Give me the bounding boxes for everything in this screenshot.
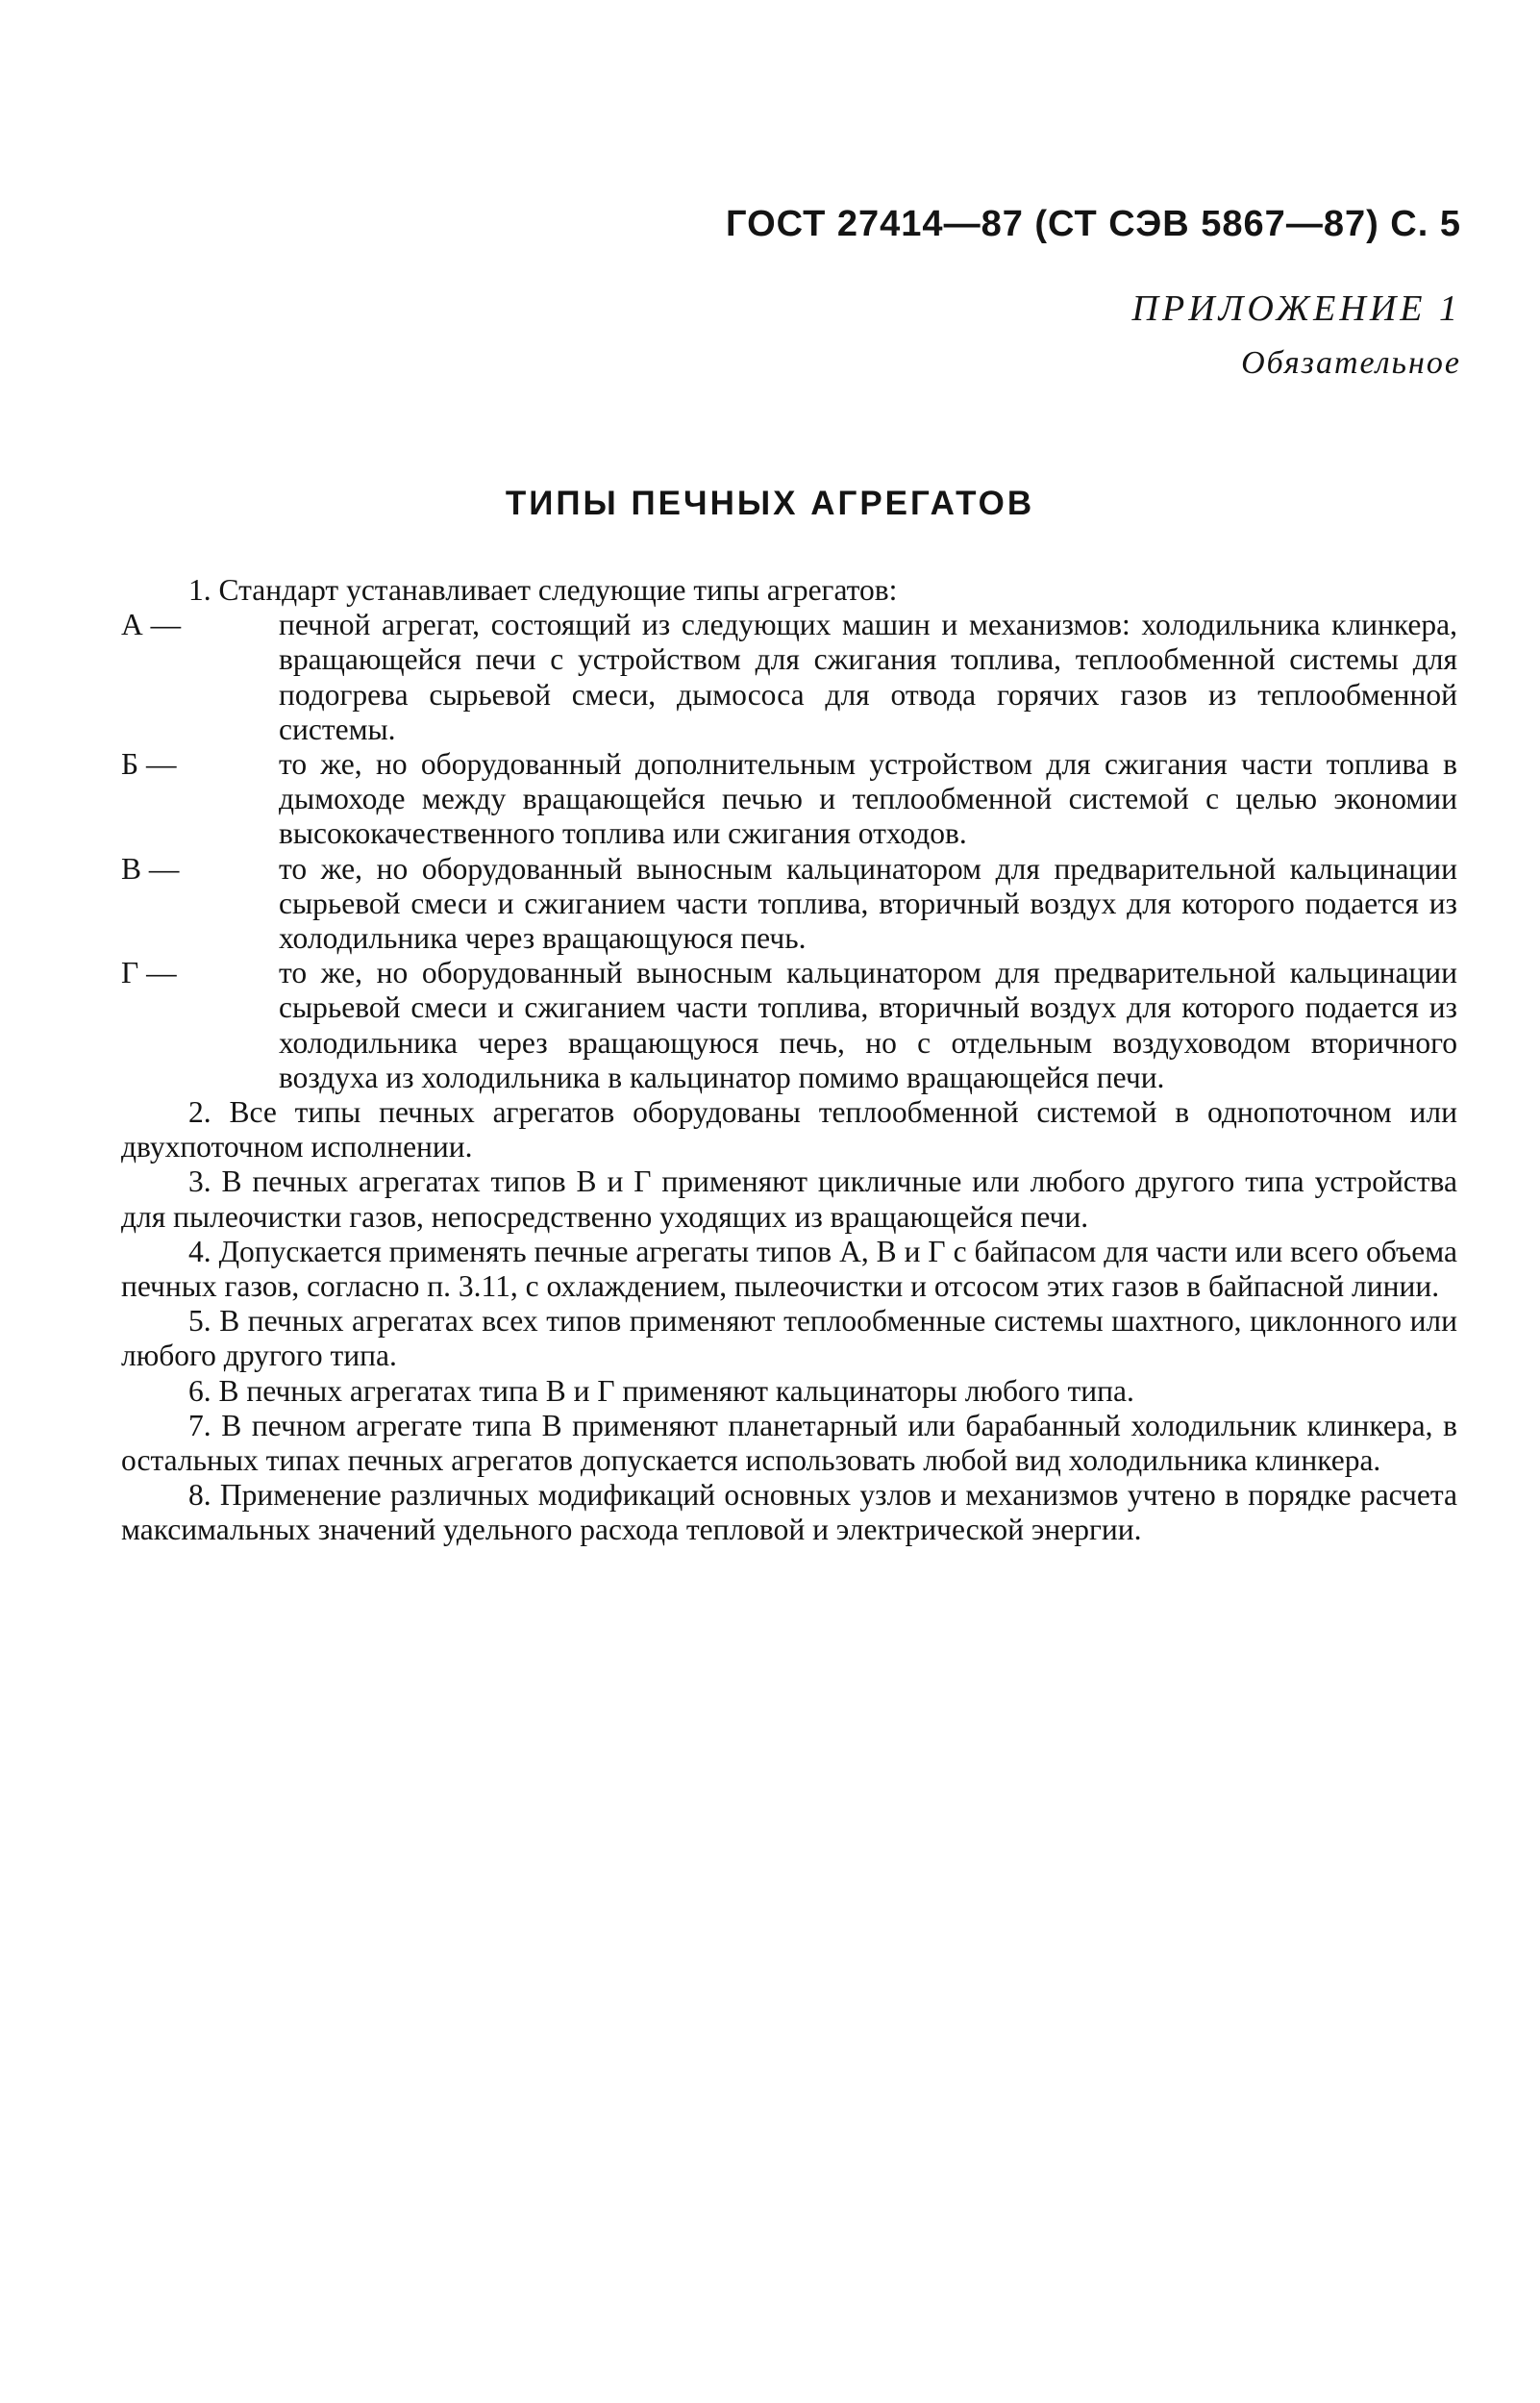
- paragraph-3: 3. В печных агрегатах типов В и Г применяют цикличные или любого другого типа устройства для пылеочистки газов, непосредственно уходящих из вращающейся печи.: [121, 1164, 1457, 1234]
- paragraph-7: 7. В печном агрегате типа В применяют планетарный или барабанный холодильник клинкера, в остальных типах печных агрегатов допускается использовать любой вид холодильника клинкера.: [121, 1408, 1457, 1478]
- type-description: то же, но оборудованный дополнительным устройством для сжигания части топлива в дымоходе между вращающейся печью и теплообменной системой с целью экономии высококачественного топлива или сжигания отходов.: [279, 747, 1457, 851]
- paragraph-2: 2. Все типы печных агрегатов оборудованы теплообменной системой в однопоточном или двухпоточном исполнении.: [121, 1095, 1457, 1164]
- paragraph-5: 5. В печных агрегатах всех типов применяют теплообменные системы шахтного, циклонного или любого другого типа.: [121, 1304, 1457, 1373]
- type-letter: В —: [121, 851, 180, 886]
- appendix-title: ПРИЛОЖЕНИЕ 1: [1131, 288, 1461, 329]
- paragraph-6: 6. В печных агрегатах типа В и Г применяют кальцинаторы любого типа.: [188, 1373, 1134, 1408]
- type-item-a: [121, 608, 1457, 747]
- type-description: то же, но оборудованный выносным кальцинатором для предварительной кальцинации сырьевой смеси и сжиганием части топлива, вторичный воздух для которого подается из холодильника через вращающуюся печь.: [279, 851, 1457, 956]
- type-item-g: [121, 956, 1457, 1095]
- paragraph-8: 8. Применение различных модификаций основных узлов и механизмов учтено в порядке расчета максимальных значений удельного расхода тепловой и электрической энергии.: [121, 1478, 1457, 1547]
- appendix-block: [1132, 287, 1461, 385]
- running-header: ГОСТ 27414—87 (СТ СЭВ 5867—87) С. 5: [726, 204, 1461, 244]
- paragraph-4: 4. Допускается применять печные агрегаты типов А, В и Г с байпасом для части или всего объема печных газов, согласно п. 3.11, с охлаждением, пылеочистки и отсосом этих газов в байпасной линии.: [121, 1234, 1457, 1304]
- paragraph-1: 1. Стандарт устанавливает следующие типы агрегатов:: [188, 573, 898, 607]
- type-letter: Б —: [121, 747, 177, 782]
- type-letter: А —: [121, 608, 182, 642]
- type-description: то же, но оборудованный выносным кальцинатором для предварительной кальцинации сырьевой смеси и сжиганием части топлива, вторичный воздух для которого подается из холодильника через вращающуюся печь, но с отдельным воздуховодом вторичного воздуха из холодильника в кальцинатор помимо вращающейся печи.: [279, 956, 1457, 1094]
- type-item-b: [121, 747, 1457, 852]
- document-body: [121, 573, 1457, 1548]
- type-letter: Г —: [121, 956, 177, 990]
- type-description: печной агрегат, состоящий из следующих машин и механизмов: холодильника клинкера, вращающейся печи с устройством для сжигания топлива, теплообменной системы для подогрева сырьевой смеси, дымососа для отвода горячих газов из теплообменной системы.: [279, 608, 1457, 746]
- type-item-v: [121, 852, 1457, 957]
- appendix-subtitle: Обязательное: [1241, 345, 1461, 381]
- document-title: ТИПЫ ПЕЧНЫХ АГРЕГАТОВ: [505, 485, 1035, 522]
